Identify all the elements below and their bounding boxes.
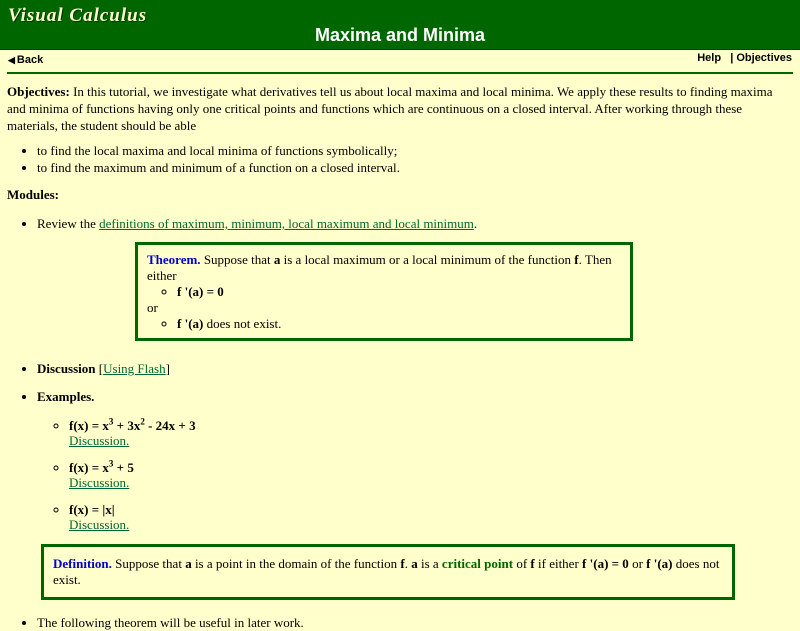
- review-item: • Review the definitions of maximum, minimum, local maximum and local minimum.: [37, 215, 792, 232]
- examples-item: • Examples. ◦ $f(x) = x^3 + 3x^2 - 24x + 3$ Discussion. ◦ $f(x) = x^3 + 5$ Discussion. ◦ f(x) = |x| Discussion.: [37, 388, 792, 532]
- help-link[interactable]: Help: [697, 52, 722, 64]
- objectives-paragraph: [7, 83, 792, 134]
- theorem-case-dne: ◦ f '(a) does not exist.: [177, 316, 621, 332]
- critical-point-term: critical point: [441, 556, 514, 571]
- back-arrow-icon: ◀: [8, 55, 15, 65]
- objectives-text: In this tutorial, we investigate what derivatives tell us about local maxima and local minima. We apply these results to finding maxima and minima of functions having only one critical points and functions which are continuous on a closed interval. After working through these materials, the student should be able: [7, 84, 773, 133]
- objectives-label: Objectives:: [7, 84, 70, 99]
- theorem-cases-2: [147, 316, 621, 332]
- definitions-link[interactable]: definitions of maximum, minimum, local maximum and local minimum: [99, 216, 474, 231]
- modules-list-3: [7, 614, 792, 631]
- example-item: ◦ $f(x) = x^3 + 5$ Discussion.: [69, 460, 792, 490]
- theorem-box: Theorem. Suppose that a is a local maximum or a local minimum of the function f. Then either ◦ f '(a) = 0 or ◦ f '(a) does not exist.: [135, 242, 633, 341]
- modules-list: [7, 215, 792, 232]
- objectives-list: [7, 142, 792, 176]
- theorem-case-zero: ◦ f '(a) = 0: [177, 284, 621, 300]
- example-item: ◦ $f(x) = x^3 + 3x^2 - 24x + 3$ Discussion.: [69, 418, 792, 448]
- example-discussion-link[interactable]: Discussion.: [69, 475, 130, 490]
- following-item: • The following theorem will be useful in later work.: [37, 614, 792, 631]
- modules-heading: Modules:: [7, 187, 59, 202]
- discussion-item: • Discussion [Using Flash]: [37, 360, 792, 377]
- back-label: Back: [16, 54, 44, 66]
- objectives-link[interactable]: Objectives: [736, 52, 792, 64]
- visual-calculus-logo[interactable]: Visual Calculus: [8, 5, 148, 26]
- definition-box: Definition. Suppose that a is a point in the domain of the function f. a is a critical point of f if either f '(a) = 0 or f '(a) does not exist.: [41, 544, 735, 600]
- back-button[interactable]: [8, 54, 43, 66]
- list-item: • to find the maximum and minimum of a function on a closed interval.: [37, 159, 792, 176]
- using-flash-link[interactable]: Using Flash: [103, 361, 166, 376]
- modules-list-2: [7, 360, 792, 532]
- example-item: ◦ f(x) = |x| Discussion.: [69, 502, 792, 532]
- nav-separator: |: [730, 52, 734, 64]
- example-discussion-link[interactable]: Discussion.: [69, 433, 130, 448]
- theorem-or: or: [147, 300, 158, 315]
- header-bar: [0, 0, 800, 50]
- examples-list: [37, 418, 792, 532]
- theorem-cases: [147, 284, 621, 300]
- list-item: • to find the local maxima and local minima of functions symbolically;: [37, 142, 792, 159]
- definition-label: Definition.: [53, 556, 112, 571]
- nav-bar: [0, 50, 800, 72]
- theorem-label: Theorem.: [147, 252, 201, 267]
- page-title: Maxima and Minima: [314, 25, 486, 45]
- nav-right: [697, 52, 792, 64]
- main-content: [0, 74, 800, 631]
- example-discussion-link[interactable]: Discussion.: [69, 517, 130, 532]
